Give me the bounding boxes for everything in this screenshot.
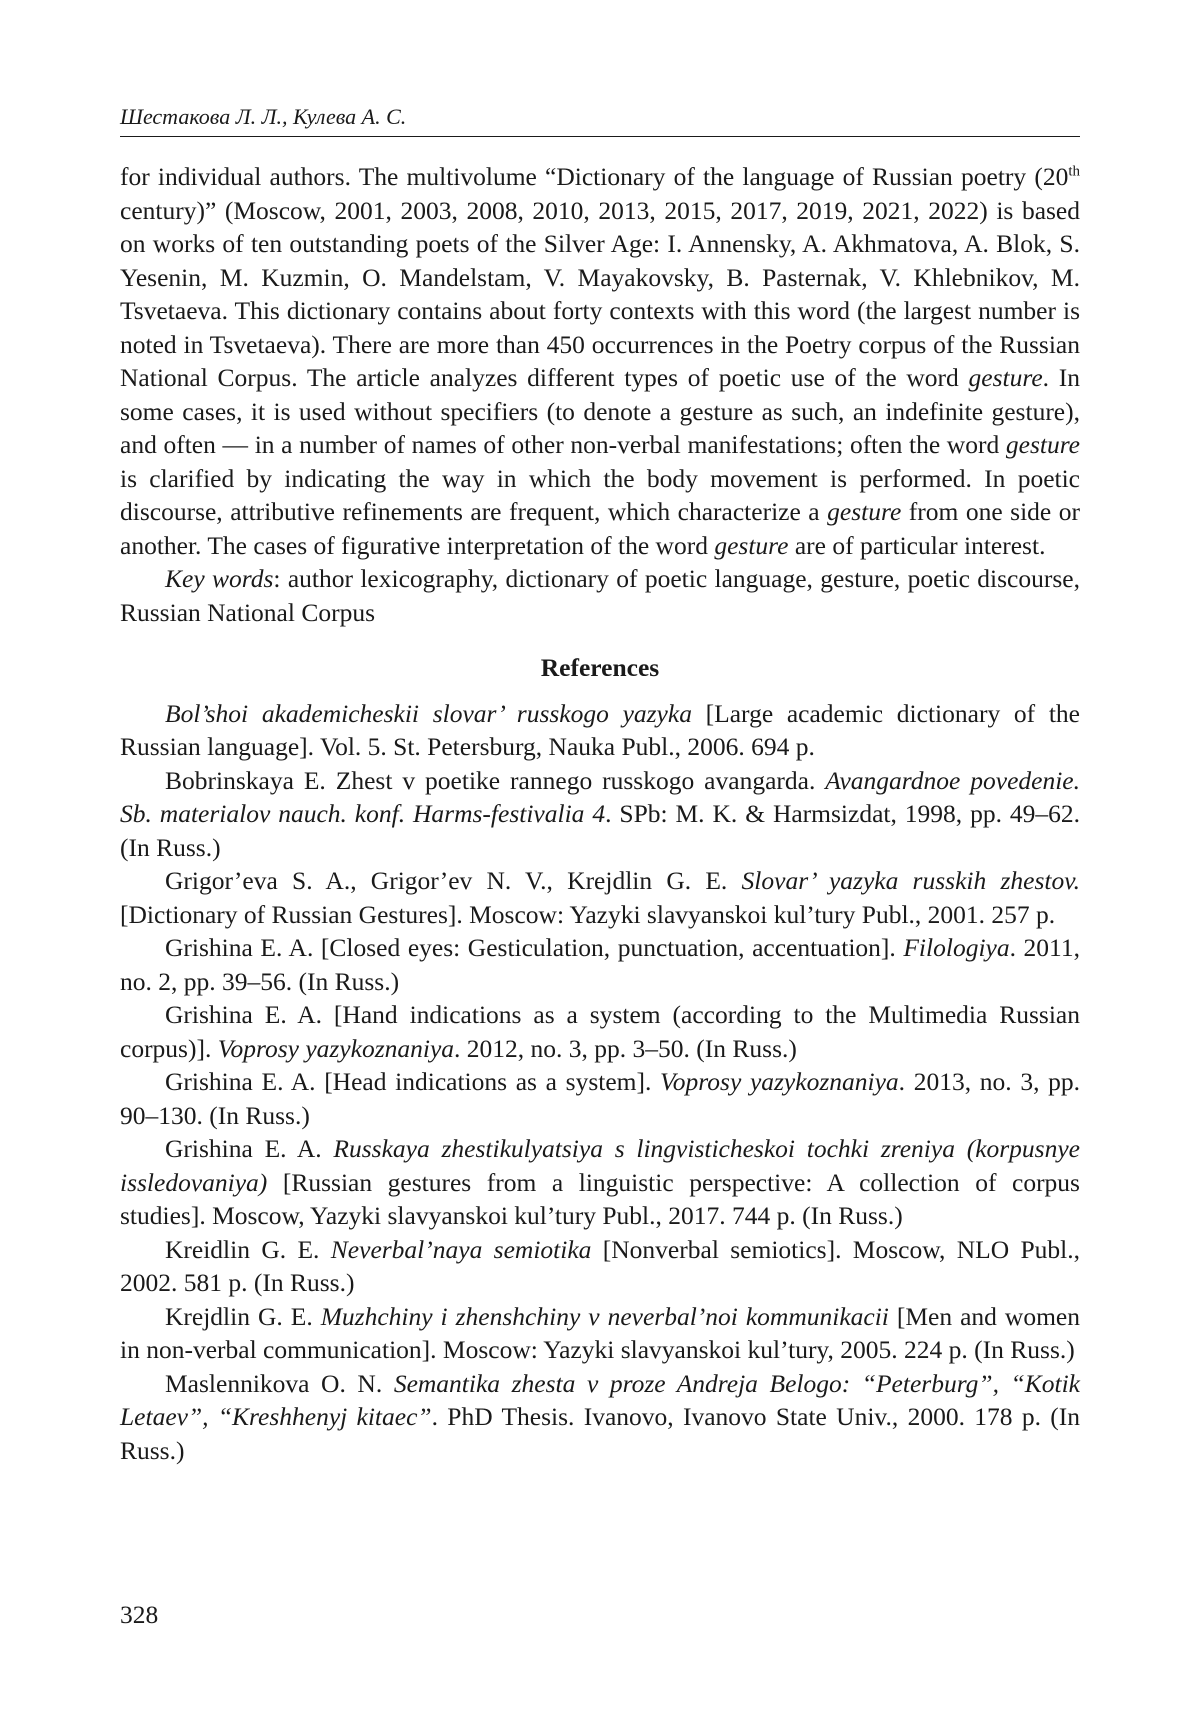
italic-term: gesture	[827, 497, 902, 526]
reference-rest: [Russian gestures from a linguistic perspective: A collection of corpus studies]. Moscow, Yazyki slavyanskoi kul’tury Publ., 2017. 744 p. (In Russ.)	[120, 1167, 1080, 1230]
reference-item	[120, 1065, 1080, 1132]
reference-rest: . 2013, no. 3, pp. 90–130. (In Russ.)	[120, 1067, 1080, 1130]
italic-term: gesture	[1005, 430, 1080, 459]
reference-rest: [Dictionary of Russian Gestures]. Moscow: Yazyki slavyanskoi kul’tury Publ., 2001. 257 p.	[120, 899, 1056, 929]
page-number: 328	[120, 1600, 159, 1629]
reference-item	[120, 1300, 1080, 1367]
reference-rest: . PhD Thesis. Ivanovo, Ivanovo State Univ., 2000. 178 p. (In Russ.)	[120, 1402, 1080, 1465]
abstract-paragraph	[120, 160, 1080, 562]
abstract-text: is clarified by indicating the way in which the body movement is performed. In poetic discourse, attributive refinements are frequent, which characterize a	[120, 463, 1080, 526]
reference-authors: Kreidlin G. E.	[165, 1234, 331, 1264]
keywords-paragraph	[120, 562, 1080, 629]
italic-term: gesture	[714, 530, 789, 560]
reference-item	[120, 931, 1080, 998]
superscript-th: th	[1068, 163, 1080, 180]
reference-title: Voprosy yazykoznaniya	[217, 1033, 455, 1063]
reference-title: Voprosy yazykoznaniya	[660, 1067, 899, 1096]
reference-title: Filologiya	[903, 933, 1010, 962]
abstract-text: are of particular interest.	[788, 530, 1046, 560]
header-rule	[120, 136, 1080, 137]
keywords-label: Key words	[165, 564, 274, 593]
reference-title: Semantika zhesta v proze Andreja Belogo: “Peterburg”, “Kotik Letaev”, “Kreshhenyj kitaec”	[120, 1368, 1080, 1431]
reference-rest: [Nonverbal semiotics]. Moscow, NLO Publ., 2002. 581 p. (In Russ.)	[120, 1234, 1080, 1297]
reference-title: Russkaya zhestikulyatsiya s lingvisticheskoi tochki zreniya (korpusnye issledovaniya)	[120, 1134, 1080, 1197]
italic-term: gesture	[968, 363, 1043, 392]
reference-title: Neverbal’naya semiotika	[330, 1234, 592, 1264]
abstract-text: for individual authors. The multivolume “Dictionary of the language of Russian poetry (20	[120, 162, 1069, 191]
reference-rest: . SPb: M. K. & Harmsizdat, 1998, pp. 49–62. (In Russ.)	[120, 799, 1080, 862]
reference-title: Muzhchiny i zhenshchiny v neverbal’noi kommunikacii	[320, 1301, 889, 1331]
reference-item	[120, 1132, 1080, 1233]
abstract-text: . In some cases, it is used without specifiers (to denote a gesture as such, an indefinite gesture), and often — in a number of names of other non-verbal manifestations; often the word	[120, 363, 1080, 459]
reference-authors: Grishina E. A. [Closed eyes: Gesticulation, punctuation, accentuation].	[165, 933, 904, 962]
references-heading: References	[540, 653, 660, 682]
reference-authors: Grigor’eva S. A., Grigor’ev N. V., Krejdlin G. E.	[165, 866, 742, 895]
abstract-text: from one side or another. The cases of figurative interpretation of the word	[120, 497, 1080, 560]
abstract-text: century)” (Moscow, 2001, 2003, 2008, 2010, 2013, 2015, 2017, 2019, 2021, 2022) is based on works of ten outstanding poets of the Silver Age: I. Annensky, A. Akhmatova, A. Blok, S. Yesenin, M. Kuzmin, O. Mandelstam, V. Mayakovsky, B. Pasternak, V. Khlebnikov, M. Tsvetaeva. This dictionary contains about forty contexts with this word (the largest number is noted in Tsvetaeva). There are more than 450 occurrences in the Poetry corpus of the Russian National Corpus. The article analyzes different types of poetic use of the word	[120, 195, 1080, 392]
reference-item	[120, 864, 1080, 931]
reference-title: Slovar’ yazyka russkih zhestov.	[741, 866, 1081, 895]
reference-rest: [Men and women in non-verbal communication]. Moscow: Yazyki slavyanskoi kul’tury, 2005. 224 p. (In Russ.)	[120, 1301, 1080, 1364]
running-head: Шестакова Л. Л., Кулева А. С.	[120, 104, 407, 129]
reference-authors: Grishina E. A.	[165, 1134, 334, 1163]
reference-item	[120, 764, 1080, 865]
keywords-text: : author lexicography, dictionary of poetic language, gesture, poetic discourse, Russian National Corpus	[120, 564, 1080, 627]
reference-authors: Maslennikova O. N.	[165, 1368, 394, 1398]
reference-rest: . 2011, no. 2, pp. 39–56. (In Russ.)	[120, 933, 1080, 996]
reference-rest: [Large academic dictionary of the Russian language]. Vol. 5. St. Petersburg, Nauka Publ., 2006. 694 p.	[120, 698, 1080, 761]
reference-authors: Krejdlin G. E.	[165, 1301, 321, 1331]
reference-title: Bol’shoi akademicheskii slovar’ russkogo yazyka	[165, 698, 692, 728]
reference-authors: Grishina E. A. [Head indications as a system].	[165, 1067, 661, 1096]
reference-item	[120, 1233, 1080, 1300]
reference-item	[120, 998, 1080, 1065]
main-text	[120, 160, 1080, 1467]
reference-title: Avangardnoe povedenie. Sb. materialov nauch. konf. Harms-festivalia 4	[120, 765, 1080, 828]
reference-item	[120, 1367, 1080, 1468]
reference-authors: Bobrinskaya E. Zhest v poetike rannego russkogo avangarda.	[165, 765, 826, 795]
reference-authors: Grishina E. A. [Hand indications as a system (according to the Multimedia Russian corpus)].	[120, 1000, 1080, 1063]
reference-rest: . 2012, no. 3, pp. 3–50. (In Russ.)	[454, 1033, 797, 1063]
reference-item	[120, 697, 1080, 764]
